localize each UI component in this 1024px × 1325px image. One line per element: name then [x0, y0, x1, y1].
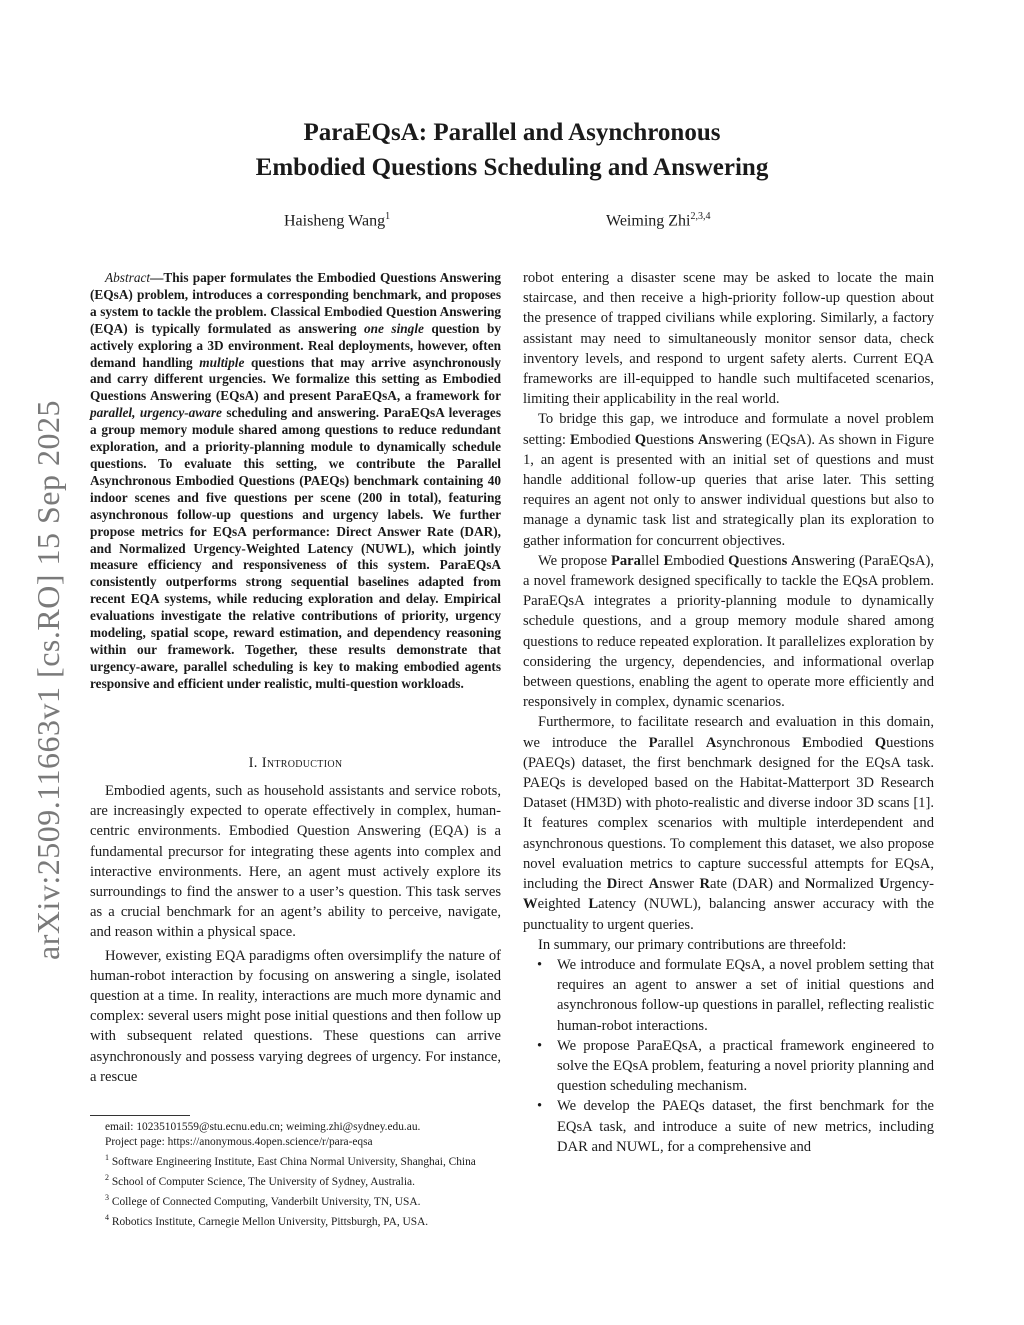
author-1	[284, 211, 390, 230]
p3-text-rgency: rgency-	[889, 876, 934, 893]
p2-text-mbodied: mbodied	[673, 552, 729, 569]
right-paragraph-0: robot entering a disaster scene may be asked to locate the main staircase, and then receive a high-priority follow-up question about the presence of trapped civilians while exploring. Similarly, a factory assistant may need to simultaneously monitor sensor data, check inventory levels, and respond to urgent safety alerts. Current EQA frameworks are ill-equipped to handle such multifaceted scenarios, limiting their applicability in the real world.	[523, 270, 934, 408]
author-2-affil: 2,3,4	[690, 211, 711, 222]
p2-text-uestion: uestion	[739, 552, 782, 569]
right-paragraph-4: In summary, our primary contributions are threefold:	[538, 936, 847, 953]
abstract-emphasis-1: one single	[363, 320, 424, 336]
author-2-name: Weiming Zhi	[606, 212, 691, 230]
author-2	[606, 211, 710, 230]
p3-text-arallel: arallel	[657, 734, 706, 751]
p2-text-a: We propose	[538, 552, 611, 569]
abstract-emphasis-2: multiple	[199, 354, 245, 370]
footnote-text-2: School of Computer Science, The University of Sydney, Australia.	[109, 1176, 415, 1189]
abstract-emphasis-3: parallel, urgency-aware	[90, 405, 222, 421]
right-paragraph-2	[523, 551, 934, 713]
section-heading-introduction	[90, 755, 501, 772]
footnote-rule	[90, 1115, 190, 1116]
abstract-text-2: question by actively exploring a 3D environment. Real deployments, however, often demand handling	[90, 320, 501, 370]
right-paragraph-1	[523, 409, 934, 550]
p3-text-ate: ate (DAR) and	[710, 876, 805, 893]
footnote-affil-4	[90, 1210, 501, 1230]
p2-bold-e: E	[663, 552, 674, 569]
section-numeral: I.	[248, 755, 262, 771]
footnote-mark-4: 4	[105, 1213, 109, 1223]
p2-text-b: (ParaEQsA), a novel framework designed specifically to tackle the EQsA problem. ParaEQsA integrates a priority-planning module to dynamically schedule questions, and a group memory module shared among questions to reduce repeated exploration. It parallelizes exploration by considering the urgency, dependencies, and informational overlap between questions, enabling the agent to operate more efficiently and responsively in complex, dynamic scenarios.	[523, 552, 934, 711]
p1-bold-a: A	[697, 431, 709, 448]
author-1-name: Haisheng Wang	[284, 212, 386, 230]
footnote-text-1: Software Engineering Institute, East China Normal University, Shanghai, China	[109, 1156, 476, 1169]
p3-bold-p: P	[648, 734, 658, 751]
p3-text-irect: irect	[617, 876, 649, 893]
footnote-mark-3: 3	[105, 1193, 109, 1203]
p3-bold-e: E	[802, 734, 812, 751]
paper-title	[0, 115, 1024, 185]
p2-bold-a: A	[791, 552, 802, 569]
p3-text-ormalized: ormalized	[815, 876, 880, 893]
footnote-project: Project page: https://anonymous.4open.science/r/para-eqsa	[105, 1136, 373, 1149]
contributions-list	[523, 955, 934, 1157]
p1-text-nswering: nswering	[708, 431, 763, 448]
footnote-email: email: 10235101559@stu.ecnu.edu.cn; weiming.zhi@sydney.edu.au.	[105, 1121, 421, 1133]
title-line-2: Embodied Questions Scheduling and Answering	[255, 154, 769, 181]
p1-text-uestion: uestion	[646, 431, 689, 448]
p3-text-c: (NUWL), balancing answer accuracy with the punctuality to urgent queries.	[523, 896, 935, 933]
list-item: • We introduce and formulate EQsA, a novel problem setting that requires an agent to answer a set of initial questions and asynchronous follow-up questions in parallel, reflecting realistic human-robot interactions.	[523, 955, 934, 1036]
p1-text-mbodied: mbodied	[579, 431, 635, 448]
abstract-dash: —	[150, 270, 164, 285]
p3-text-mbodied: mbodied	[811, 734, 863, 751]
p2-bold-para: Para	[610, 552, 641, 569]
p3-bold-a2: A	[648, 876, 660, 893]
p3-bold-l: L	[588, 896, 599, 913]
author-1-affil: 1	[385, 211, 391, 222]
p3-text-nswer: nswer	[659, 876, 700, 893]
p3-bold-n: N	[804, 876, 816, 893]
p1-text-b: (EQsA). As shown in Figure 1, an agent is presented with an initial set of questions and must handle additional follow-up queries that arise later. This setting requires an agent not only to answer individual questions but also to manage a dynamic task list and strategically plan its exploration to gather information for concurrent objectives.	[523, 431, 934, 549]
p3-text-uestions: uestions	[886, 734, 934, 751]
footnote-text-3: College of Connected Computing, Vanderbilt University, TN, USA.	[109, 1196, 421, 1209]
footnote-affil-2	[90, 1170, 501, 1190]
p3-bold-w: W	[523, 896, 538, 913]
list-item: • We develop the PAEQs dataset, the first benchmark for the EQsA task, and introduce a suite of new metrics, including DAR and NUWL, for a comprehensive and	[523, 1096, 934, 1157]
p3-text-eighted: eighted	[537, 896, 589, 913]
p3-bold-d: D	[606, 876, 618, 893]
footnote-text-4: Robotics Institute, Carnegie Mellon University, Pittsburgh, PA, USA.	[109, 1216, 429, 1229]
p3-text-b: (PAEQs) dataset, the first benchmark designed for the EQsA task. PAEQs is developed based on the Habitat-Matterport 3D Research Dataset (HM3D) with photo-realistic and diverse indoor 3D scans [1]. It features complex scenarios with multiple interdependent and asynchronous questions. To complement this dataset, we also propose novel evaluation metrics to capture successful attempts for EQsA, including the	[523, 754, 934, 893]
p3-text-a: Furthermore, to facilitate research and evaluation in this domain, we introduce the	[523, 714, 934, 751]
abstract-text-1: This paper formulates the Embodied Questions Answering (EQsA) problem, introduces a corresponding benchmark, and proposes a system to tackle the problem. Classical Embodied Question Answering (EQA) is typically formulated as answering	[90, 270, 501, 336]
p2-text-llel: llel	[640, 552, 664, 569]
p3-text-atency: atency	[598, 896, 637, 913]
arxiv-identifier: arXiv:2509.11663v1 [cs.RO] 15 Sep 2025	[30, 400, 66, 960]
footnote-mark-2: 2	[105, 1173, 109, 1183]
introduction-body	[90, 781, 501, 1087]
footnote-affil-3	[90, 1190, 501, 1210]
p2-bold-s: s	[781, 552, 788, 569]
p3-bold-u: U	[879, 876, 890, 893]
abstract	[90, 270, 501, 693]
intro-paragraph-1: Embodied agents, such as household assistants and service robots, are increasingly expected to operate effectively in complex, human-centric environments. Embodied Question Answering (EQA) is a fundamental precursor for integrating these agents into complex and interactive environments. Here, an agent must actively explore its surroundings to find the answer to a user’s question. This task serves as a crucial benchmark for an agent’s ability to perceive, navigate, and reason within a physical space.	[90, 783, 501, 941]
p1-text-a: To bridge this gap, we introduce and formulate a novel problem setting:	[523, 411, 934, 448]
p3-bold-a: A	[705, 734, 717, 751]
p3-bold-q: Q	[874, 734, 887, 751]
title-line-1: ParaEQsA: Parallel and Asynchronous	[303, 119, 721, 146]
p1-bold-e: E	[569, 431, 580, 448]
p2-bold-q: Q	[728, 552, 740, 569]
p1-bold-q: Q	[634, 431, 647, 448]
intro-paragraph-2: However, existing EQA paradigms often oversimplify the nature of human-robot interaction by focusing on answering a single, isolated question at a time. In reality, interactions are much more dynamic and complex: several users might pose initial questions and then follow up with subsequent related questions. These questions can arrive asynchronously and possess varying degrees of urgency. For instance, a rescue	[90, 947, 501, 1085]
abstract-label: Abstract	[105, 270, 151, 285]
p3-text-synchronous: synchronous	[716, 734, 803, 751]
abstract-text-4: scheduling and answering. ParaEQsA leverages a group memory module shared among questions to reduce redundant exploration, and a priority-planning module to dynamically schedule questions. To evaluate this setting, we contribute the Parallel Asynchronous Embodied Questions (PAEQs) benchmark containing 40 indoor scenes and five questions per scene (200 in total), featuring asynchronous follow-up questions and urgency labels. We further propose metrics for EQsA performance: Direct Answer Rate (DAR), and Normalized Urgency-Weighted Latency (NUWL), which jointly measure efficiency and responsiveness of this system. ParaEQsA consistently outperforms strong sequential baselines adapted from recent EQA systems, while reducing exploration and delay. Empirical evaluations investigate the relative contributions of priority, urgency modeling, spatial scope, reward estimation, and dependency reasoning within our framework. Together, these results demonstrate that urgency-aware, parallel scheduling is key to making embodied agents responsive and efficient under realistic, multi-question workloads.	[90, 405, 502, 691]
section-title: Introduction	[261, 755, 343, 771]
list-item: • We propose ParaEQsA, a practical framework engineered to solve the EQsA problem, featuring a novel priority planning and question scheduling mechanism.	[523, 1036, 934, 1097]
footnote-mark-1: 1	[105, 1153, 109, 1163]
right-paragraph-3	[523, 712, 934, 934]
p2-text-nswering: nswering	[801, 552, 856, 569]
footnotes	[90, 1120, 501, 1230]
abstract-text-3: questions that may arrive asynchronously and carry different urgencies. We formalize this setting as Embodied Questions Answering (EQsA) and present ParaEQsA, a framework for	[90, 354, 501, 404]
right-column	[523, 268, 934, 1157]
footnote-affil-1	[90, 1150, 501, 1170]
p3-bold-r: R	[699, 876, 710, 893]
p1-bold-s: s	[688, 431, 694, 448]
